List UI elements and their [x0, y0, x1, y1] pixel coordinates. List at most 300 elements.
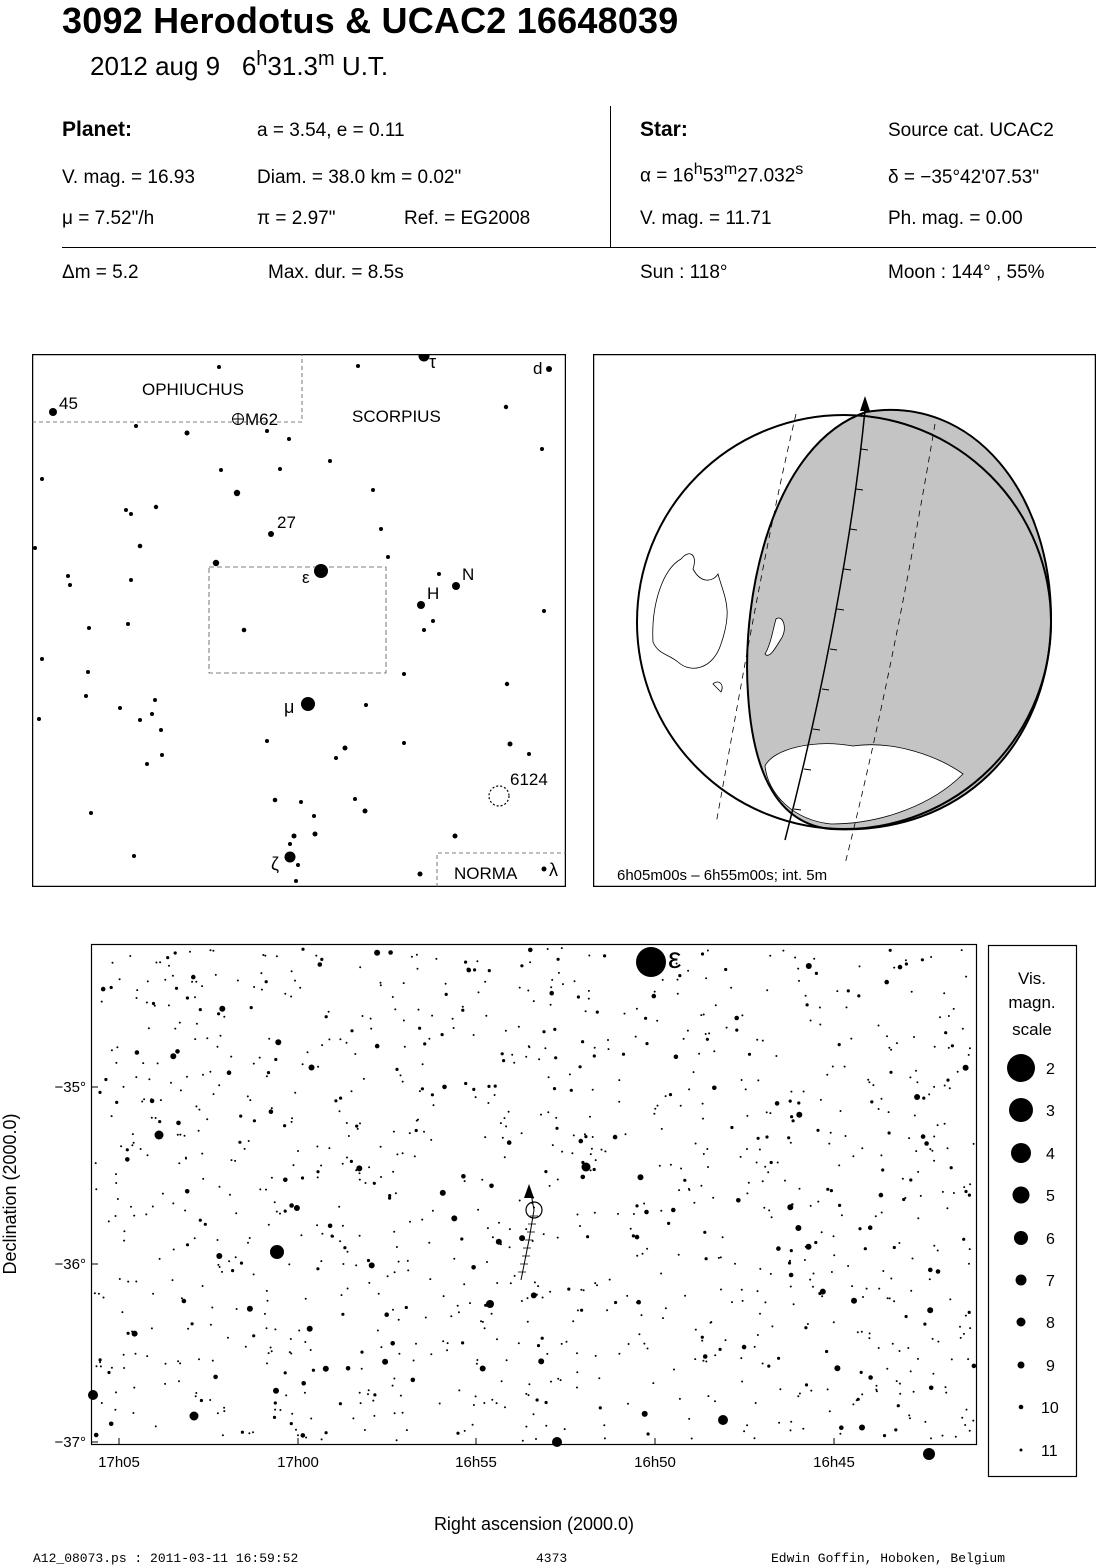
field-star: [915, 1150, 917, 1152]
field-star: [360, 1402, 362, 1404]
field-star: [99, 1361, 101, 1363]
field-star: [398, 1261, 400, 1263]
field-star: [945, 1386, 947, 1388]
field-star: [268, 1352, 270, 1354]
field-star: [797, 1395, 799, 1397]
field-star: [355, 1125, 358, 1128]
field-star: [218, 1084, 220, 1086]
field-star: [155, 1117, 157, 1119]
field-star: [932, 1338, 934, 1340]
field-star: [962, 1238, 965, 1241]
field-star: [878, 1108, 880, 1110]
field-star: [155, 962, 157, 964]
field-star: [720, 1256, 722, 1258]
field-star: [202, 1074, 204, 1076]
field-star: [946, 1207, 948, 1209]
field-star: [482, 1321, 484, 1323]
field-star: [813, 958, 815, 960]
field-star: [536, 1398, 539, 1401]
label-n: N: [462, 565, 475, 584]
field-star: [931, 1150, 933, 1152]
field-star: [762, 1363, 764, 1365]
field-star: [518, 1342, 520, 1344]
field-star: [378, 1293, 380, 1295]
field-star: [660, 1273, 662, 1275]
field-star: [239, 1115, 242, 1118]
field-star: [942, 1191, 944, 1193]
field-star: [965, 1315, 967, 1317]
field-star: [921, 1134, 926, 1139]
field-star: [422, 1063, 424, 1065]
field-star: [513, 1062, 515, 1064]
field-star: [806, 1003, 809, 1006]
field-star: [680, 1168, 682, 1170]
field-star: [794, 957, 796, 959]
field-star: [485, 1015, 487, 1017]
header-divider: [610, 106, 611, 248]
field-star: [836, 990, 838, 992]
field-star: [502, 1137, 504, 1139]
field-star: [930, 1437, 932, 1439]
field-star: [703, 1014, 705, 1016]
field-star: [527, 1321, 529, 1323]
field-star: [603, 954, 606, 957]
star-n: [452, 582, 460, 590]
field-star: [321, 1233, 323, 1235]
field-star: [160, 1099, 162, 1101]
field-star: [884, 980, 889, 985]
field-star: [284, 1210, 287, 1213]
field-star: [914, 1115, 916, 1117]
ra-prefix: α = 16: [640, 165, 694, 187]
field-star: [328, 1038, 330, 1040]
field-star: [253, 1063, 255, 1065]
field-star: [708, 1032, 710, 1034]
field-star: [719, 1348, 722, 1351]
field-star: [175, 987, 178, 990]
field-star: [576, 1371, 578, 1373]
field-star: [883, 1434, 886, 1437]
field-star: [827, 1388, 829, 1390]
field-star: [235, 1256, 237, 1258]
field-star: [790, 1115, 793, 1118]
field-star: [127, 1332, 130, 1335]
field-star: [878, 1025, 880, 1027]
field-star: [525, 1228, 527, 1230]
field-star: [279, 1213, 281, 1215]
field-star: [707, 1395, 709, 1397]
field-star: [294, 1092, 296, 1094]
field-star: [746, 1424, 748, 1426]
field-star: [443, 1295, 445, 1297]
field-star: [870, 1100, 873, 1103]
field-star: [159, 961, 161, 963]
field-star: [152, 1206, 154, 1208]
field-star: [766, 1111, 768, 1113]
field-star: [357, 1128, 359, 1130]
field-star: [368, 1282, 370, 1284]
field-star: [266, 1290, 268, 1292]
field-star: [289, 1351, 291, 1353]
field-star: [596, 1284, 598, 1286]
field-star: [403, 982, 405, 984]
field-star: [943, 992, 945, 994]
field-star: [108, 1220, 110, 1222]
field-star: [748, 1182, 750, 1184]
field-star: [159, 1258, 161, 1260]
field-star: [878, 1288, 880, 1290]
field-star: [519, 987, 521, 989]
field-star: [297, 1150, 299, 1152]
field-star: [201, 1153, 203, 1155]
field-star: [132, 1412, 134, 1414]
xtick-16h55: 16h55: [455, 1454, 497, 1471]
field-star: [810, 1020, 812, 1022]
scale-title-line1: Vis.: [1017, 969, 1047, 988]
field-star: [368, 1389, 370, 1391]
field-star: [799, 1393, 801, 1395]
field-star: [395, 1192, 397, 1194]
field-star: [872, 1084, 874, 1086]
field-star: [787, 1136, 790, 1139]
field-star: [968, 1263, 970, 1265]
field-star: [643, 1203, 645, 1205]
field-star: [185, 1189, 190, 1194]
field-star: [464, 1180, 466, 1182]
field-star: [419, 1090, 421, 1092]
field-star: [505, 1125, 507, 1127]
field-star: [95, 1188, 97, 1190]
ra-seconds-superscript: s: [795, 161, 804, 178]
field-star: [825, 1350, 828, 1353]
field-star: [316, 1224, 318, 1226]
field-star: [922, 1097, 925, 1100]
field-star: [299, 987, 301, 989]
field-star: [805, 995, 807, 997]
field-star: [812, 1286, 814, 1288]
field-star: [949, 1087, 951, 1089]
field-star: [806, 963, 812, 969]
field-star: [766, 989, 768, 991]
field-star: [354, 1053, 356, 1055]
ytick-minus-36: −36°: [54, 1256, 86, 1273]
field-star: [881, 1168, 884, 1171]
field-star: [172, 1202, 174, 1204]
field-star: [955, 1436, 957, 1438]
field-star: [937, 1341, 939, 1343]
field-star: [601, 1149, 603, 1151]
field-star: [396, 1246, 398, 1248]
field-star: [457, 1305, 459, 1307]
event-time-hours: 6: [241, 51, 257, 81]
field-star: [235, 1212, 237, 1214]
field-star: [472, 1424, 474, 1426]
field-star: [276, 955, 278, 957]
field-star: [195, 1392, 197, 1394]
field-star: [646, 1248, 648, 1250]
field-star: [265, 1189, 267, 1191]
field-star: [187, 1328, 189, 1330]
field-star: [908, 1414, 910, 1416]
field-star: [746, 1115, 748, 1117]
field-star: [320, 1165, 322, 1167]
field-star: [533, 1413, 535, 1415]
field-star: [741, 1014, 743, 1016]
field-star: [367, 1259, 370, 1262]
field-star: [283, 1178, 288, 1183]
field-star: [464, 1082, 467, 1085]
field-star: [114, 1409, 116, 1411]
field-star: [570, 1089, 573, 1092]
field-star: [826, 1188, 829, 1191]
field-star: [177, 1360, 179, 1362]
field-star: [950, 1166, 953, 1169]
field-star: [831, 1271, 833, 1273]
field-star: [195, 1105, 197, 1107]
field-star: [702, 1118, 704, 1120]
field-star: [373, 1182, 376, 1185]
field-star: [135, 1050, 140, 1055]
field-star: [168, 1004, 170, 1006]
field-star: [297, 1434, 299, 1436]
field-star: [608, 1048, 610, 1050]
field-star: [625, 1133, 627, 1135]
field-star: [364, 1429, 366, 1431]
field-star: [687, 1030, 689, 1032]
field-star: [557, 1237, 559, 1239]
field-star: [888, 1131, 891, 1134]
field-star: [674, 1055, 679, 1060]
field-star: [861, 1331, 863, 1333]
field-star: [394, 1412, 396, 1414]
field-star: [477, 1209, 479, 1211]
field-star: [746, 1148, 748, 1150]
field-star: [703, 1354, 708, 1359]
field-star: [165, 1363, 167, 1365]
field-star: [476, 960, 478, 962]
field-star: [115, 1215, 117, 1217]
field-star: [204, 1223, 207, 1226]
field-star: [521, 1300, 523, 1302]
field-star: [350, 1160, 353, 1163]
field-star: [253, 986, 255, 988]
field-star: [544, 1170, 547, 1173]
field-star: [796, 1112, 802, 1118]
field-star: [917, 1358, 919, 1360]
field-star: [339, 1110, 341, 1112]
field-star: [718, 1257, 720, 1259]
star-27: [268, 531, 274, 537]
field-star: [402, 1081, 404, 1083]
field-star: [968, 1311, 971, 1314]
field-star: [488, 969, 491, 972]
planet-reference: Ref. = EG2008: [404, 208, 531, 229]
field-star: [888, 1047, 890, 1049]
field-star: [170, 1053, 176, 1059]
field-star: [201, 985, 203, 987]
field-star: [249, 1237, 251, 1239]
field-star: [320, 958, 323, 961]
field-star: [199, 1008, 202, 1011]
field-star: [840, 1110, 842, 1112]
ytick-minus-35: −35°: [54, 1079, 86, 1096]
field-star: [770, 1161, 773, 1164]
field-star: [191, 975, 196, 980]
field-star: [196, 1023, 198, 1025]
field-star: [790, 1142, 792, 1144]
field-star: [496, 1338, 498, 1340]
m62-cluster-icon: [233, 414, 244, 425]
field-star: [973, 1143, 975, 1145]
field-star: [442, 1085, 447, 1090]
field-star: [740, 1156, 742, 1158]
field-star: [742, 1345, 747, 1350]
field-star: [520, 964, 523, 967]
field-star: [321, 1438, 323, 1440]
field-star: [924, 1141, 929, 1146]
field-star: [683, 1179, 686, 1182]
field-star: [212, 1360, 214, 1362]
field-star: [909, 1417, 911, 1419]
field-star: [528, 948, 533, 953]
field-star: [862, 1296, 864, 1298]
field-star: [123, 1367, 125, 1369]
field-star: [583, 1289, 585, 1291]
field-star: [933, 1136, 935, 1138]
scale-mag-10: 10: [1041, 1400, 1059, 1417]
field-star: [247, 1306, 253, 1312]
field-star: [700, 1014, 702, 1016]
field-star: [174, 951, 177, 954]
field-star: [905, 959, 907, 961]
field-star: [776, 1246, 781, 1251]
field-star: [829, 1410, 831, 1412]
field-star: [133, 1387, 135, 1389]
event-title: 3092 Herodotus & UCAC2 16648039: [62, 0, 679, 41]
field-star: [725, 1339, 727, 1341]
star-vmag: V. mag. = 11.71: [640, 208, 772, 229]
field-star: [948, 1015, 950, 1017]
field-star: [754, 1346, 756, 1348]
planet-orbit: a = 3.54, e = 0.11: [257, 120, 405, 141]
field-star: [179, 1134, 181, 1136]
event-time-minutes: 31.3: [267, 51, 319, 81]
field-star: [261, 989, 263, 991]
field-star: [921, 958, 924, 961]
field-star: [755, 1402, 757, 1404]
field-star: [913, 1036, 915, 1038]
field-star: [866, 1288, 868, 1290]
field-star: [706, 1148, 708, 1150]
field-star: [432, 1210, 434, 1212]
field-star: [253, 1273, 255, 1275]
field-star: [475, 1096, 477, 1098]
field-star: [402, 1152, 404, 1154]
field-star: [764, 1301, 766, 1303]
field-star: [858, 1227, 861, 1230]
field-star: [103, 1297, 105, 1299]
field-star: [527, 990, 529, 992]
field-star: [881, 1098, 883, 1100]
field-star: [580, 1309, 583, 1312]
label-45: 45: [59, 394, 78, 413]
field-star: [461, 1174, 466, 1179]
field-star: [402, 1412, 404, 1414]
field-star: [604, 1437, 606, 1439]
field-star: [271, 1177, 273, 1179]
field-star: [518, 1026, 520, 1028]
field-star: [380, 982, 382, 984]
field-star: [194, 996, 196, 998]
constellation-ophiuchus: OPHIUCHUS: [142, 380, 245, 399]
field-star: [838, 1164, 840, 1166]
field-star: [715, 1004, 717, 1006]
field-star: [323, 1366, 329, 1372]
field-star: [797, 1101, 800, 1104]
field-star: [355, 1169, 357, 1171]
field-star: [632, 1234, 635, 1237]
field-star: [522, 1440, 524, 1442]
field-star: [346, 1157, 348, 1159]
field-star: [189, 951, 191, 953]
field-star: [284, 1371, 287, 1374]
field-star: [642, 1253, 644, 1255]
field-star: [741, 1381, 743, 1383]
field-star: [504, 1406, 506, 1408]
field-star: [115, 1101, 118, 1104]
field-star: [195, 981, 197, 983]
field-star: [200, 1399, 203, 1402]
field-star: [695, 1329, 697, 1331]
field-star: [886, 1368, 888, 1370]
field-star: [784, 1180, 786, 1182]
field-star: [267, 1300, 269, 1302]
field-star: [757, 1334, 759, 1336]
field-star: [951, 1358, 953, 1360]
field-star: [274, 1058, 277, 1061]
field-star: [609, 1279, 611, 1281]
field-star: [315, 955, 317, 957]
field-star: [228, 1260, 230, 1262]
field-star: [595, 1355, 597, 1357]
field-star: [406, 1429, 408, 1431]
planet-motion: μ = 7.52"/h: [62, 208, 155, 229]
field-star: [936, 1269, 941, 1274]
field-star: [480, 1320, 482, 1322]
star-epsilon: [314, 564, 328, 578]
field-star: [594, 1282, 596, 1284]
field-star: [644, 1017, 647, 1020]
field-star: [439, 1403, 441, 1405]
field-star: [98, 1293, 100, 1295]
field-star: [100, 1365, 102, 1367]
field-star: [942, 1435, 944, 1437]
field-star: [706, 1038, 709, 1041]
field-star: [594, 1212, 596, 1214]
field-star: [917, 1171, 919, 1173]
field-star: [909, 1076, 911, 1078]
field-star: [162, 1193, 164, 1195]
star-mu: [301, 697, 315, 711]
field-star: [928, 1268, 933, 1273]
field-star: [151, 1117, 153, 1119]
field-star: [759, 1149, 761, 1151]
field-star: [417, 968, 419, 970]
field-star: [388, 950, 393, 955]
field-star: [506, 1359, 508, 1361]
field-star: [328, 1147, 330, 1149]
field-star: [762, 1180, 764, 1182]
